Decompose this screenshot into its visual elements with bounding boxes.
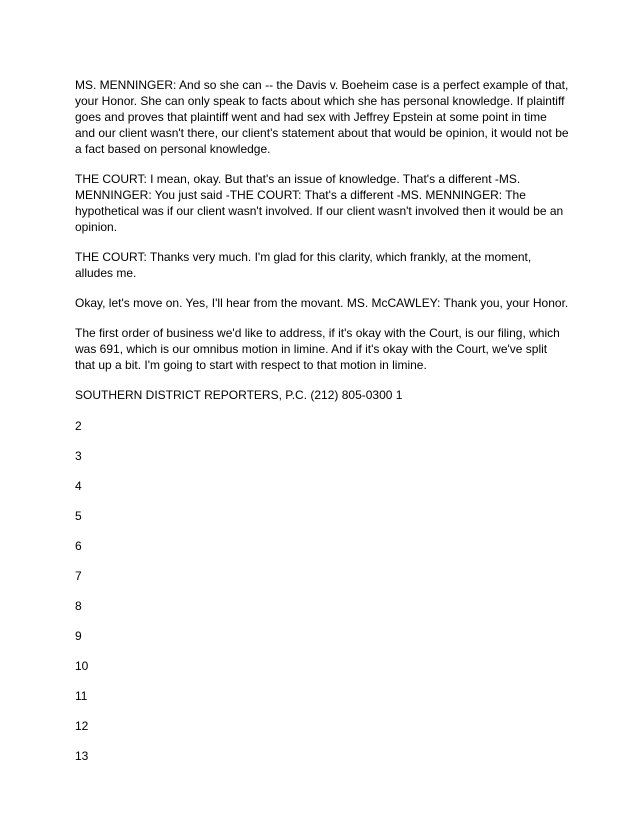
paragraph-court-thanks: THE COURT: Thanks very much. I'm glad for this clarity, which frankly, at the moment, alludes me. (75, 250, 532, 280)
line-number: 11 (75, 689, 88, 703)
line-number: 5 (75, 509, 82, 523)
line-number: 13 (75, 749, 89, 763)
paragraph-menninger-davis: MS. MENNINGER: And so she can -- the Davis v. Boeheim case is a perfect example of that, your Honor. She can only speak to facts about which she has personal knowledge. If plaintiff goes and proves that plaintiff went and had sex with Jeffrey Epstein at some point in time and our client wasn't there, our client's statement about that would be opinion, it would not be a fact based on personal knowledge. (75, 78, 569, 156)
line-number: 12 (75, 719, 89, 733)
reporter-footer: SOUTHERN DISTRICT REPORTERS, P.C. (212) 805-0300 1 (75, 388, 403, 402)
transcript-content (75, 77, 570, 778)
line-number: 4 (75, 479, 82, 493)
line-number: 3 (75, 449, 82, 463)
line-number: 8 (75, 599, 82, 613)
line-number: 9 (75, 629, 82, 643)
line-number: 2 (75, 419, 82, 433)
paragraph-court-knowledge: THE COURT: I mean, okay. But that's an issue of knowledge. That's a different -MS. MENNINGER: You just said -THE COURT: That's a different -MS. MENNINGER: The hypothetical was if our client wasn't involved. If our client wasn't involved then it would be an opinion. (75, 172, 564, 234)
paragraph-first-order: The first order of business we'd like to address, if it's okay with the Court, is our filing, which was 691, which is our omnibus motion in limine. And if it's okay with the Court, we've split that up a bit. I'm going to start with respect to that motion in limine. (75, 326, 560, 372)
line-number: 7 (75, 569, 82, 583)
paragraph-move-on: Okay, let's move on. Yes, I'll hear from the movant. MS. McCAWLEY: Thank you, your Honor. (75, 296, 569, 310)
line-number: 10 (75, 659, 89, 673)
line-number: 6 (75, 539, 82, 553)
line-number-list (75, 418, 570, 764)
